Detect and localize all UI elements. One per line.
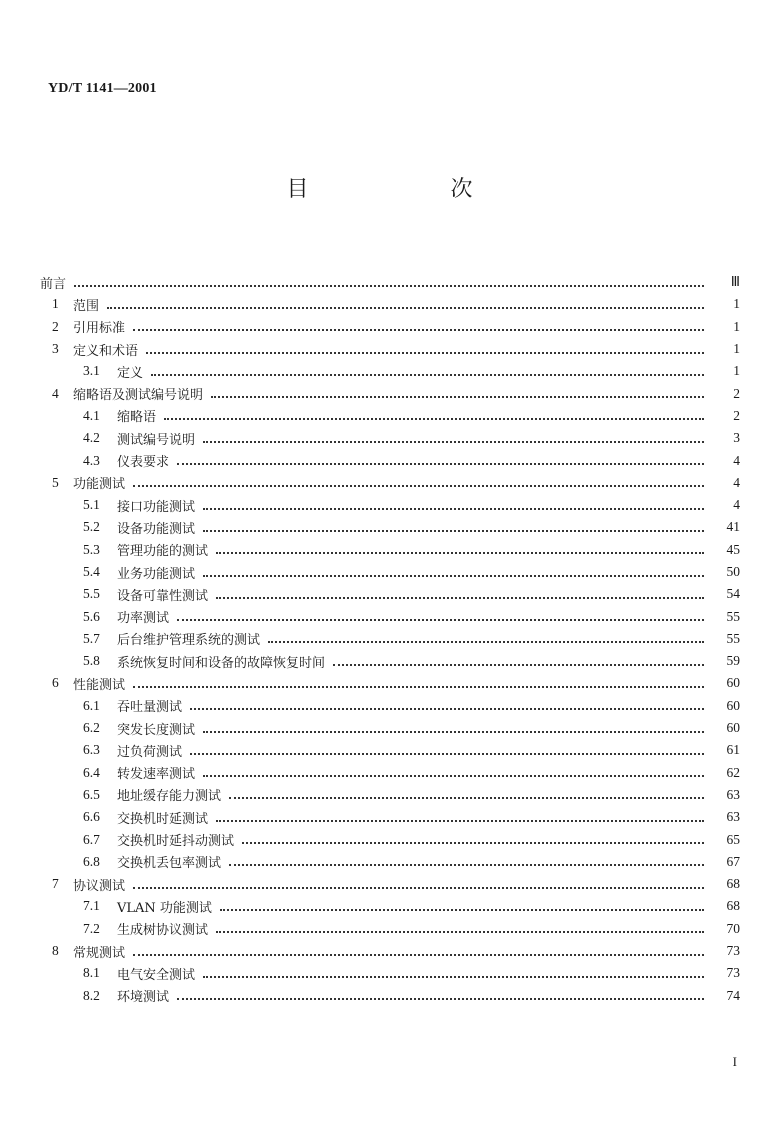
toc-entry-label: 性能测试 <box>73 677 126 693</box>
toc-entry-label: 测试编号说明 <box>117 432 196 448</box>
toc-entry[interactable] <box>40 695 740 717</box>
leader-dots <box>229 851 704 866</box>
toc-entry-page: 62 <box>726 764 740 780</box>
toc-entry-page: 45 <box>726 541 740 557</box>
toc-entry-label: VLAN 功能测试 <box>117 900 212 916</box>
toc-entry-page: 60 <box>726 697 740 713</box>
toc-entry[interactable] <box>40 628 740 650</box>
toc-entry-label: 引用标准 <box>73 321 126 337</box>
toc-entry[interactable] <box>40 338 740 360</box>
toc-entry-number: 3.1 <box>83 363 100 379</box>
toc-entry-page: 61 <box>726 742 740 758</box>
toc-entry-page: 70 <box>726 920 740 936</box>
leader-dots <box>133 673 704 688</box>
toc-entry-label: 前言 <box>40 276 67 292</box>
toc-entry-page: 4 <box>733 474 740 490</box>
toc-entry[interactable] <box>40 650 740 672</box>
toc-entry-number: 6.5 <box>83 786 100 802</box>
toc-entry-label: 电气安全测试 <box>117 967 196 983</box>
toc-entry-page: 1 <box>733 341 740 357</box>
leader-dots <box>211 383 704 398</box>
toc-entry-number: 2 <box>52 318 59 334</box>
toc-entry-page: 55 <box>726 630 740 646</box>
leader-dots <box>216 807 704 822</box>
toc-entry[interactable] <box>40 405 740 427</box>
toc-entry-label: 吞吐量测试 <box>117 700 183 716</box>
toc-entry-label: 过负荷测试 <box>117 744 183 760</box>
toc-entry-label: 环境测试 <box>117 990 170 1006</box>
toc-entry-number: 6 <box>52 675 59 691</box>
toc-entry-page: Ⅲ <box>730 274 740 290</box>
table-of-contents <box>40 271 740 1007</box>
toc-entry[interactable] <box>40 851 740 873</box>
toc-entry-page: 54 <box>726 586 740 602</box>
toc-entry-number: 6.1 <box>83 697 100 713</box>
toc-entry-label: 系统恢复时间和设备的故障恢复时间 <box>117 655 326 671</box>
toc-entry[interactable] <box>40 360 740 382</box>
leader-dots <box>268 628 704 643</box>
leader-dots <box>242 829 704 844</box>
toc-entry-label: 后台维护管理系统的测试 <box>117 633 261 649</box>
toc-entry[interactable] <box>40 561 740 583</box>
toc-entry[interactable] <box>40 895 740 917</box>
toc-entry-page: 63 <box>726 809 740 825</box>
toc-entry-label: 交换机丢包率测试 <box>117 856 222 872</box>
toc-entry[interactable] <box>40 918 740 940</box>
toc-entry-label: 定义 <box>117 365 144 381</box>
standard-code: YD/T 1141—2001 <box>48 81 157 96</box>
toc-entry-page: 2 <box>733 385 740 401</box>
toc-entry-number: 5.4 <box>83 564 100 579</box>
leader-dots <box>203 562 704 577</box>
leader-dots <box>203 963 704 978</box>
toc-entry[interactable] <box>40 828 740 850</box>
toc-entry[interactable] <box>40 806 740 828</box>
toc-entry-page: 4 <box>733 452 740 468</box>
toc-entry-page: 73 <box>726 943 740 959</box>
toc-entry-page: 1 <box>733 296 740 312</box>
toc-entry-page: 74 <box>726 987 740 1003</box>
toc-entry[interactable] <box>40 472 740 494</box>
toc-entry-label: 常规测试 <box>73 945 126 961</box>
toc-entry-number: 7.2 <box>83 920 100 936</box>
toc-entry-page: 68 <box>726 876 740 892</box>
toc-entry[interactable] <box>40 985 740 1007</box>
toc-entry[interactable] <box>40 516 740 538</box>
toc-entry-number: 4.1 <box>83 407 100 423</box>
leader-dots <box>177 450 704 465</box>
leader-dots <box>203 428 704 443</box>
leader-dots <box>133 874 704 889</box>
leader-dots <box>203 718 704 733</box>
toc-entry-number: 5.1 <box>83 497 100 513</box>
toc-entry-label: 突发长度测试 <box>117 722 196 738</box>
toc-entry-number: 5.7 <box>83 630 100 646</box>
toc-entry[interactable] <box>40 293 740 315</box>
leader-dots <box>133 941 704 956</box>
leader-dots <box>216 584 704 599</box>
toc-entry[interactable] <box>40 494 740 516</box>
leader-dots <box>133 316 704 331</box>
toc-entry-number: 5.5 <box>83 586 100 602</box>
toc-entry-page: 1 <box>733 363 740 379</box>
toc-entry-page: 55 <box>726 608 740 624</box>
toc-entry-page: 59 <box>726 653 740 669</box>
leader-dots <box>164 405 704 420</box>
toc-entry-page: 68 <box>726 898 740 914</box>
toc-entry[interactable] <box>40 940 740 962</box>
toc-entry-number: 6.7 <box>83 831 100 847</box>
toc-entry-label: 缩略语及测试编号说明 <box>73 388 204 404</box>
toc-entry-label: 交换机时延测试 <box>117 811 209 827</box>
leader-dots <box>177 985 704 1000</box>
toc-entry-number: 3 <box>52 341 59 357</box>
leader-dots <box>229 784 704 799</box>
toc-entry-label: 协议测试 <box>73 878 126 894</box>
toc-entry-number: 4.2 <box>83 430 100 446</box>
toc-entry[interactable] <box>40 605 740 627</box>
toc-entry-label: 功率测试 <box>117 611 170 627</box>
leader-dots <box>203 517 704 532</box>
toc-entry-number: 5.8 <box>83 653 100 669</box>
leader-dots <box>203 495 704 510</box>
toc-entry[interactable] <box>40 962 740 984</box>
toc-entry-label: 业务功能测试 <box>117 566 196 582</box>
page-title: 目 次 <box>286 177 533 202</box>
toc-entry-label: 设备可靠性测试 <box>117 588 209 604</box>
toc-entry-number: 6.2 <box>83 720 100 736</box>
toc-entry[interactable] <box>40 427 740 449</box>
toc-entry-page: 4 <box>733 497 740 513</box>
toc-entry[interactable] <box>40 672 740 694</box>
toc-entry[interactable] <box>40 316 740 338</box>
toc-entry-number: 4 <box>52 385 59 401</box>
toc-entry-label: 接口功能测试 <box>117 499 196 515</box>
toc-entry-number: 5.3 <box>83 541 100 557</box>
leader-dots <box>146 339 704 354</box>
toc-entry-label: 功能测试 <box>73 477 126 493</box>
toc-entry-label: 生成树协议测试 <box>117 923 209 939</box>
leader-dots <box>133 472 704 487</box>
toc-entry-number: 6.3 <box>83 742 100 758</box>
toc-entry-page: 50 <box>726 564 740 579</box>
toc-entry-number: 8.2 <box>83 987 100 1003</box>
toc-entry[interactable] <box>40 739 740 761</box>
toc-entry[interactable] <box>40 717 740 739</box>
leader-dots <box>216 918 704 933</box>
toc-entry-label: 交换机时延抖动测试 <box>117 834 235 850</box>
toc-entry-number: 7 <box>52 876 59 892</box>
leader-dots <box>203 762 704 777</box>
leader-dots <box>216 539 704 554</box>
leader-dots <box>190 695 704 710</box>
toc-entry-page: 3 <box>733 430 740 446</box>
toc-entry-page: 60 <box>726 720 740 736</box>
leader-dots <box>107 294 704 309</box>
toc-entry-page: 65 <box>726 831 740 847</box>
leader-dots <box>190 740 704 755</box>
toc-entry-number: 5.6 <box>83 608 100 624</box>
toc-entry-number: 6.6 <box>83 809 100 825</box>
toc-entry[interactable] <box>40 583 740 605</box>
toc-entry[interactable] <box>40 382 740 404</box>
leader-dots <box>220 896 704 911</box>
toc-entry[interactable] <box>40 762 740 784</box>
toc-entry-label: 定义和术语 <box>73 343 139 359</box>
toc-entry[interactable] <box>40 539 740 561</box>
leader-dots <box>177 606 704 621</box>
toc-entry-label: 范围 <box>73 298 100 314</box>
toc-entry-page: 60 <box>726 675 740 691</box>
leader-dots <box>333 651 704 666</box>
toc-entry-page: 73 <box>726 965 740 981</box>
toc-entry[interactable] <box>40 271 740 293</box>
toc-entry-label: 地址缓存能力测试 <box>117 789 222 805</box>
toc-entry-label: 转发速率测试 <box>117 767 196 783</box>
toc-entry[interactable] <box>40 449 740 471</box>
page-number: I <box>732 1054 737 1069</box>
toc-entry-label: 仪表要求 <box>117 455 170 471</box>
toc-entry-label: 设备功能测试 <box>117 521 196 537</box>
toc-entry-number: 1 <box>52 296 59 312</box>
toc-entry-number: 5.2 <box>83 519 100 535</box>
toc-entry-page: 41 <box>726 519 740 535</box>
toc-entry-number: 8.1 <box>83 965 100 981</box>
toc-entry-label: 管理功能的测试 <box>117 544 209 560</box>
toc-entry-number: 6.8 <box>83 853 100 869</box>
toc-entry-number: 8 <box>52 943 59 959</box>
toc-entry[interactable] <box>40 873 740 895</box>
leader-dots <box>74 272 704 287</box>
toc-entry-page: 1 <box>733 318 740 334</box>
toc-entry-label: 缩略语 <box>117 410 157 426</box>
toc-entry-number: 7.1 <box>83 898 100 914</box>
toc-entry-page: 2 <box>733 407 740 423</box>
toc-entry-number: 6.4 <box>83 764 100 780</box>
toc-entry-page: 67 <box>726 853 740 869</box>
toc-entry[interactable] <box>40 784 740 806</box>
leader-dots <box>151 361 704 376</box>
toc-entry-number: 5 <box>52 474 59 490</box>
toc-entry-page: 63 <box>726 786 740 802</box>
toc-entry-number: 4.3 <box>83 452 100 468</box>
